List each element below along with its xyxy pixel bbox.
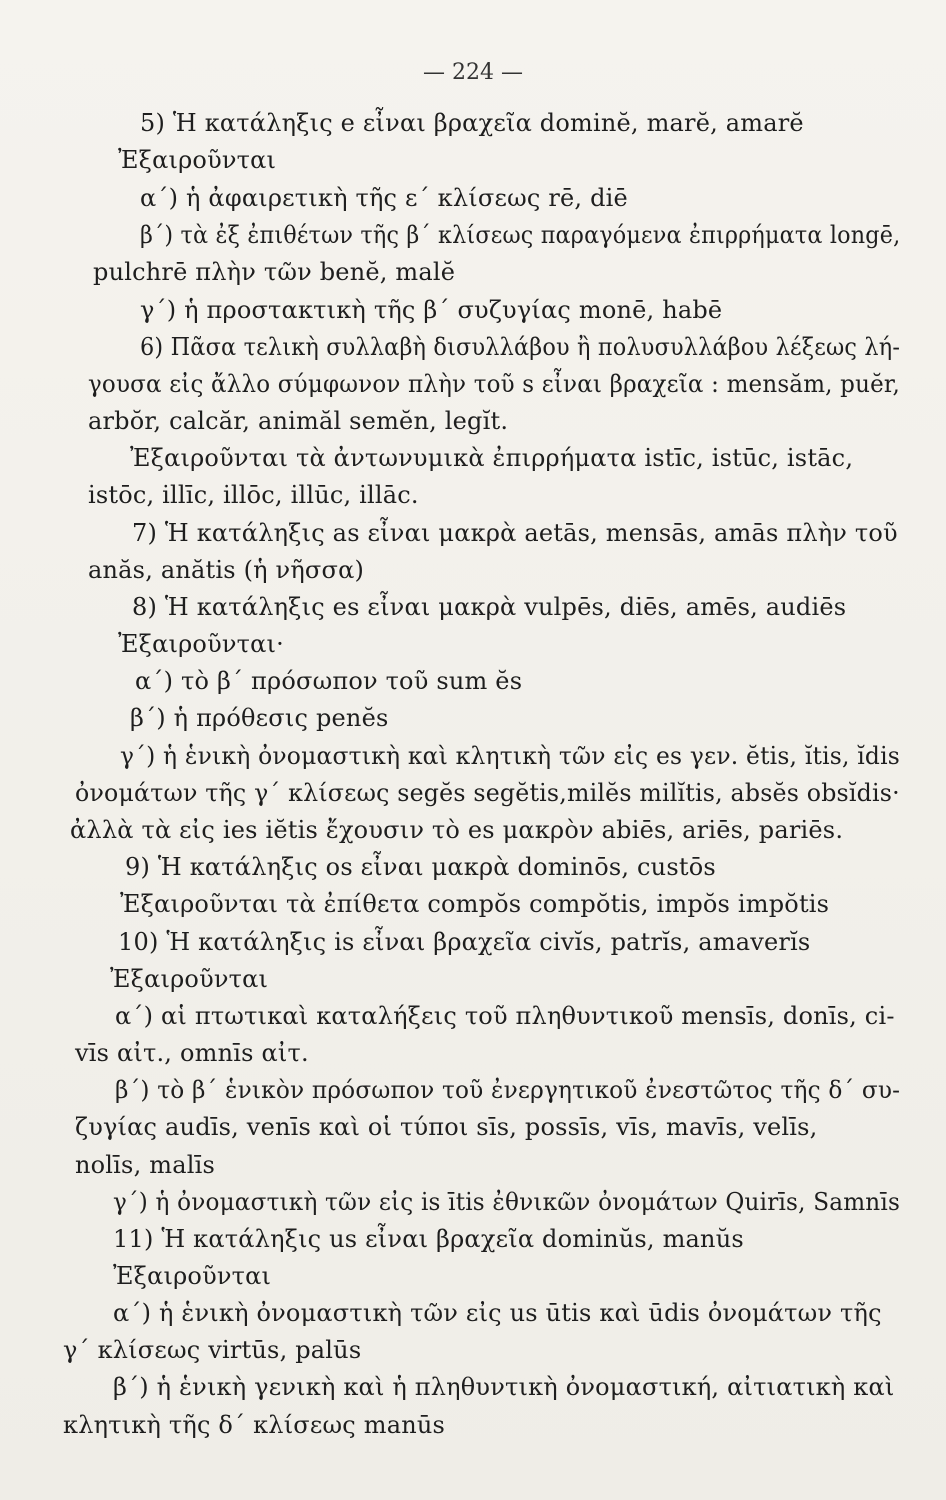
text-line: Ἐξαιροῦνται· (118, 630, 284, 658)
text-line: γουσα εἰς ἄλλο σύμφωνον πλὴν τοῦ s εἶναι βραχεῖα : mensăm, puĕr, (88, 370, 901, 398)
text-line: γ΄) ἡ προστακτικὴ τῆς β΄ συζυγίας monē, habē (140, 296, 723, 324)
text-line: ἀλλὰ τὰ εἰς ies iĕtis ἔχουσιν τὸ es μακρὸν abiēs, ariēs, pariēs. (70, 816, 844, 844)
text-line: Ἐξαιροῦνται (113, 1262, 272, 1290)
text-line: arbŏr, calcăr, animăl semĕn, legĭt. (88, 407, 509, 435)
text-line: 9) Ἡ κατάληξις os εἶναι μακρὰ dominōs, custōs (125, 853, 716, 881)
text-line: 7) Ἡ κατάληξις as εἶναι μακρὰ aetās, mensās, amās πλὴν τοῦ (132, 519, 898, 547)
text-line: Ἐξαιροῦνται τὰ ἐπίθετα compŏs compŏtis, impŏs impŏtis (120, 890, 830, 918)
text-line: 10) Ἡ κατάληξις is εἶναι βραχεῖα civĭs, patrĭs, amaverĭs (118, 928, 811, 956)
text-line: anăs, anătis (ἡ νῆσσα) (88, 556, 365, 584)
text-line: nolīs, malīs (75, 1151, 215, 1179)
text-line: γ΄ κλίσεως virtūs, palūs (63, 1336, 362, 1364)
text-line: 11) Ἡ κατάληξις us εἶναι βραχεῖα dominŭs, manŭs (113, 1225, 744, 1253)
text-line: Ἐξαιροῦνται (118, 146, 277, 174)
text-line: β΄) ἡ ἑνικὴ γενικὴ καὶ ἡ πληθυντικὴ ὀνομαστική, αἰτιατικὴ καὶ (113, 1373, 895, 1401)
text-line: Ἐξαιροῦνται τὰ ἀντωνυμικὰ ἐπιρρήματα istīc, istūc, istāc, (130, 444, 854, 472)
text-line: β΄) ἡ πρόθεσις penĕs (130, 704, 389, 732)
text-line: γ΄) ἡ ἑνικὴ ὀνομαστικὴ καὶ κλητικὴ τῶν εἰς es γεν. ĕtis, ĭtis, ĭdis (120, 742, 900, 770)
text-line: 5) Ἡ κατάληξις e εἶναι βραχεῖα dominĕ, marĕ, amarĕ (140, 109, 804, 137)
text-line: β΄) τὸ β΄ ἑνικὸν πρόσωπον τοῦ ἐνεργητικοῦ ἐνεστῶτος τῆς δ΄ συ- (115, 1076, 901, 1104)
text-line: Ἐξαιροῦνται (110, 965, 269, 993)
text-line: κλητικὴ τῆς δ΄ κλίσεως manūs (63, 1411, 446, 1439)
text-line: α΄) αἱ πτωτικαὶ καταλήξεις τοῦ πληθυντικοῦ mensīs, donīs, ci- (115, 1002, 895, 1030)
page-number: — 224 — (423, 60, 523, 85)
text-line: α΄) ἡ ἑνικὴ ὀνομαστικὴ τῶν εἰς us ūtis καὶ ūdis ὀνομάτων τῆς (113, 1299, 882, 1327)
text-line: β΄) τὰ ἐξ ἐπιθέτων τῆς β΄ κλίσεως παραγόμενα ἐπιρρήματα longē, (140, 221, 901, 249)
text-line: vīs αἰτ., omnīs αἰτ. (75, 1039, 309, 1067)
text-line: α΄) τὸ β΄ πρόσωπον τοῦ sum ĕs (135, 667, 523, 695)
text-line: istōc, illīc, illōc, illūc, illāc. (88, 481, 419, 509)
text-line: 6) Πᾶσα τελικὴ συλλαβὴ δισυλλάβου ἢ πολυσυλλάβου λέξεως λή- (140, 333, 901, 361)
text-line: α΄) ἡ ἀφαιρετικὴ τῆς ε΄ κλίσεως rē, diē (140, 184, 628, 212)
text-line: 8) Ἡ κατάληξις es εἶναι μακρὰ vulpēs, diēs, amēs, audiēs (132, 593, 847, 621)
text-line: ὀνομάτων τῆς γ΄ κλίσεως segĕs segĕtis,milĕs milĭtis, absĕs obsĭdis· (75, 779, 900, 807)
text-line: γ΄) ἡ ὀνομαστικὴ τῶν εἰς is ītis ἐθνικῶν ὀνομάτων Quirīs, Samnīs (113, 1188, 901, 1216)
text-line: ζυγίας audīs, venīs καὶ οἱ τύποι sīs, possīs, vīs, mavīs, velīs, (75, 1113, 818, 1141)
text-line: pulchrē πλὴν τῶν benĕ, malĕ (93, 258, 456, 286)
